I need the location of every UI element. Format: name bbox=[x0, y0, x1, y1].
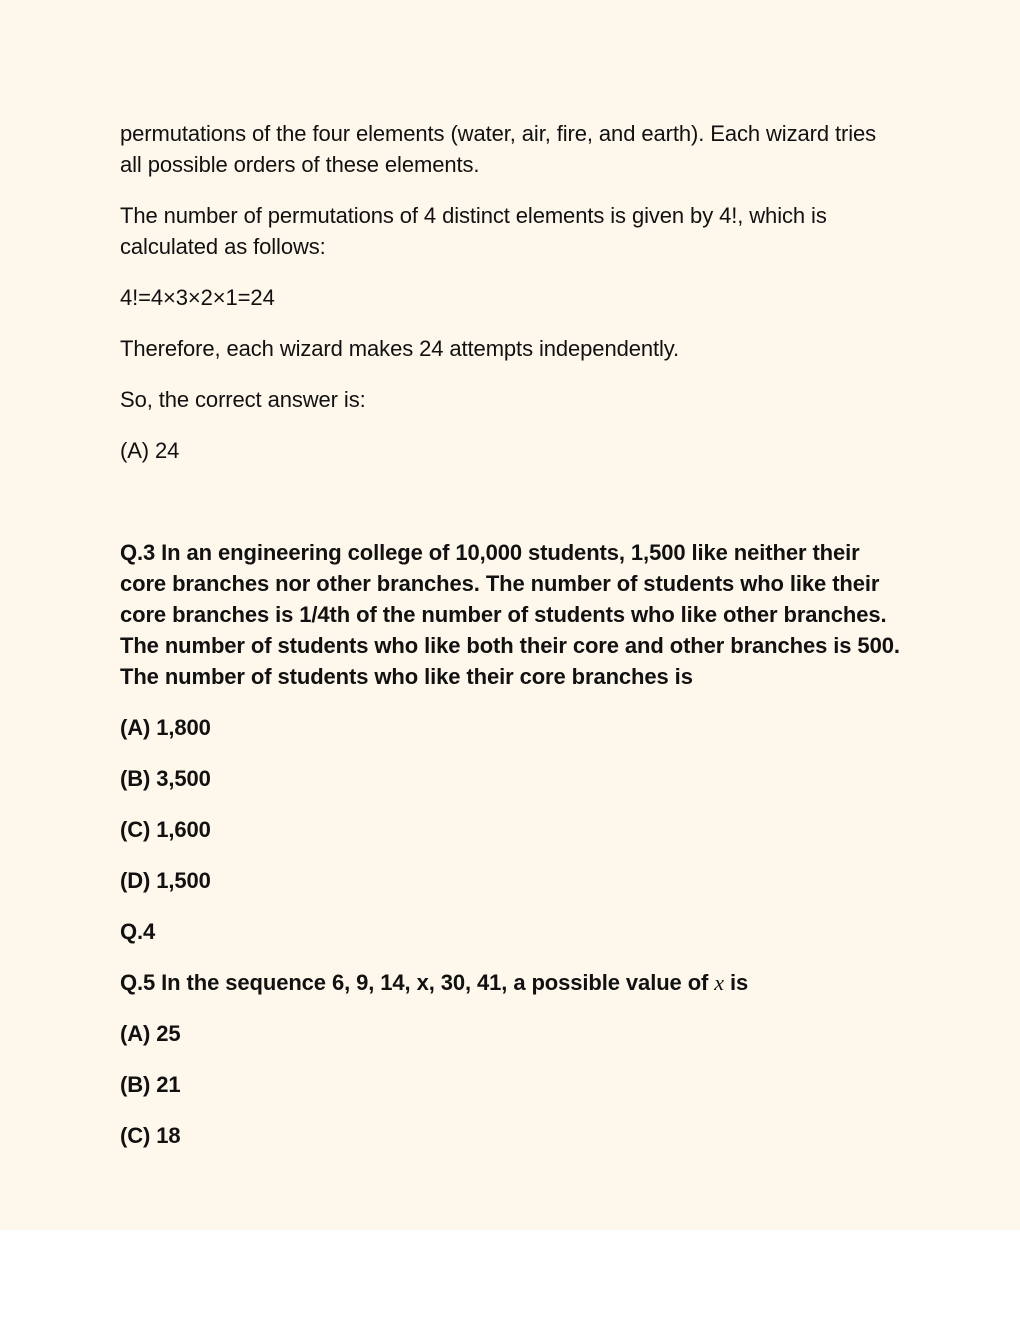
question-5-text-after: is bbox=[723, 970, 749, 995]
question-3-option-d: (D) 1,500 bbox=[120, 868, 211, 893]
question-3-option-a: (A) 1,800 bbox=[120, 715, 211, 740]
page-content bbox=[120, 118, 900, 1171]
question-4-label: Q.4 bbox=[120, 919, 156, 944]
section-spacer bbox=[120, 486, 900, 537]
question-5-text-before: Q.5 In the sequence 6, 9, 14, x, 30, 41, a possible value of bbox=[120, 970, 715, 995]
solution-paragraph-1: permutations of the four elements (water, air, fire, and earth). Each wizard tries all possible orders of these elements. bbox=[120, 121, 877, 177]
question-5-option-b: (B) 21 bbox=[120, 1072, 181, 1097]
question-3-text: Q.3 In an engineering college of 10,000 students, 1,500 like neither their core branches nor other branches. The number of students who like their core branches is 1/4th of the number of students who like other branches. The number of students who like both their core and other branches is 500. The number of students who like their core branches is bbox=[120, 540, 900, 689]
question-5-variable: x bbox=[714, 970, 724, 995]
solution-formula: 4!=4×3×2×1=24 bbox=[120, 285, 275, 310]
question-5-text bbox=[120, 967, 900, 998]
solution-paragraph-2: The number of permutations of 4 distinct elements is given by 4!, which is calculated as follows: bbox=[120, 203, 827, 259]
question-3-option-b: (B) 3,500 bbox=[120, 766, 211, 791]
solution-paragraph-3: Therefore, each wizard makes 24 attempts independently. bbox=[120, 336, 680, 361]
question-5-option-a: (A) 25 bbox=[120, 1021, 181, 1046]
question-5-option-c: (C) 18 bbox=[120, 1123, 181, 1148]
question-3-option-c: (C) 1,600 bbox=[120, 817, 211, 842]
solution-answer: (A) 24 bbox=[120, 438, 180, 463]
solution-paragraph-4: So, the correct answer is: bbox=[120, 387, 366, 412]
